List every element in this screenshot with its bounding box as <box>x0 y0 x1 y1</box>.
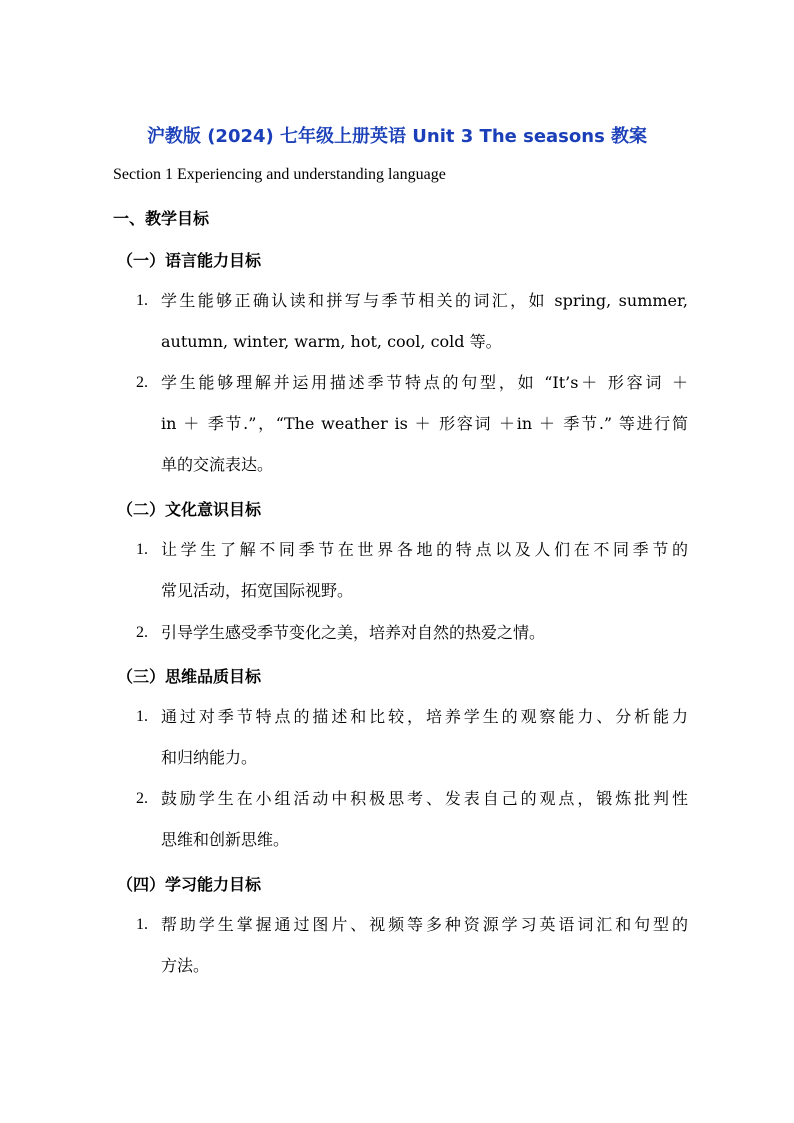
item-line: 常见活动，拓宽国际视野。 <box>161 581 354 600</box>
item-number: 2. <box>136 790 148 807</box>
item-line: 通过对季节特点的描述和比较，培养学生的观察能力、分析能力 <box>161 707 688 726</box>
heading-thinking-quality: （三）思维品质目标 <box>117 667 262 686</box>
list-item <box>136 529 688 611</box>
heading-cultural-awareness: （二）文化意识目标 <box>117 500 262 519</box>
item-line: 帮助学生掌握通过图片、视频等多种资源学习英语词汇和句型的 <box>161 915 688 934</box>
item-line: 方法。 <box>161 956 210 975</box>
item-line: 让学生了解不同季节在世界各地的特点以及人们在不同季节的 <box>161 540 688 559</box>
item-line: autumn, winter, warm, hot, cool, cold 等。 <box>161 332 502 351</box>
item-line: 单的交流表达。 <box>161 455 274 474</box>
item-line: 引导学生感受季节变化之美，培养对自然的热爱之情。 <box>161 623 546 642</box>
item-number: 2. <box>136 624 148 641</box>
item-number: 1. <box>136 916 148 933</box>
item-line: 思维和创新思维。 <box>161 830 290 849</box>
item-line: 和归纳能力。 <box>161 748 258 767</box>
item-line: 学生能够理解并运用描述季节特点的句型，如 “It’s＋ 形容词 ＋ <box>161 373 688 392</box>
item-number: 1. <box>136 541 148 558</box>
item-number: 2. <box>136 374 148 391</box>
item-line: 学生能够正确认读和拼写与季节相关的词汇，如 spring, summer, <box>161 291 688 310</box>
document-title: 沪教版 (2024) 七年级上册英语 Unit 3 The seasons 教案 <box>146 126 648 147</box>
list-item <box>136 280 688 362</box>
list-item <box>136 612 688 653</box>
item-number: 1. <box>136 708 148 725</box>
heading-learning-ability: （四）学习能力目标 <box>117 875 262 894</box>
heading-language-ability: （一）语言能力目标 <box>117 251 262 270</box>
item-line: in ＋ 季节.”，“The weather is ＋ 形容词 ＋in ＋ 季节.” 等进行简 <box>161 414 688 433</box>
heading-teaching-objectives: 一、教学目标 <box>113 209 210 228</box>
item-line: 鼓励学生在小组活动中积极思考、发表自己的观点，锻炼批判性 <box>161 789 688 808</box>
item-number: 1. <box>136 292 148 309</box>
list-item <box>136 362 688 485</box>
list-item <box>136 778 688 860</box>
list-item <box>136 696 688 778</box>
list-item <box>136 904 688 986</box>
section-subtitle: Section 1 Experiencing and understanding language <box>113 166 446 183</box>
